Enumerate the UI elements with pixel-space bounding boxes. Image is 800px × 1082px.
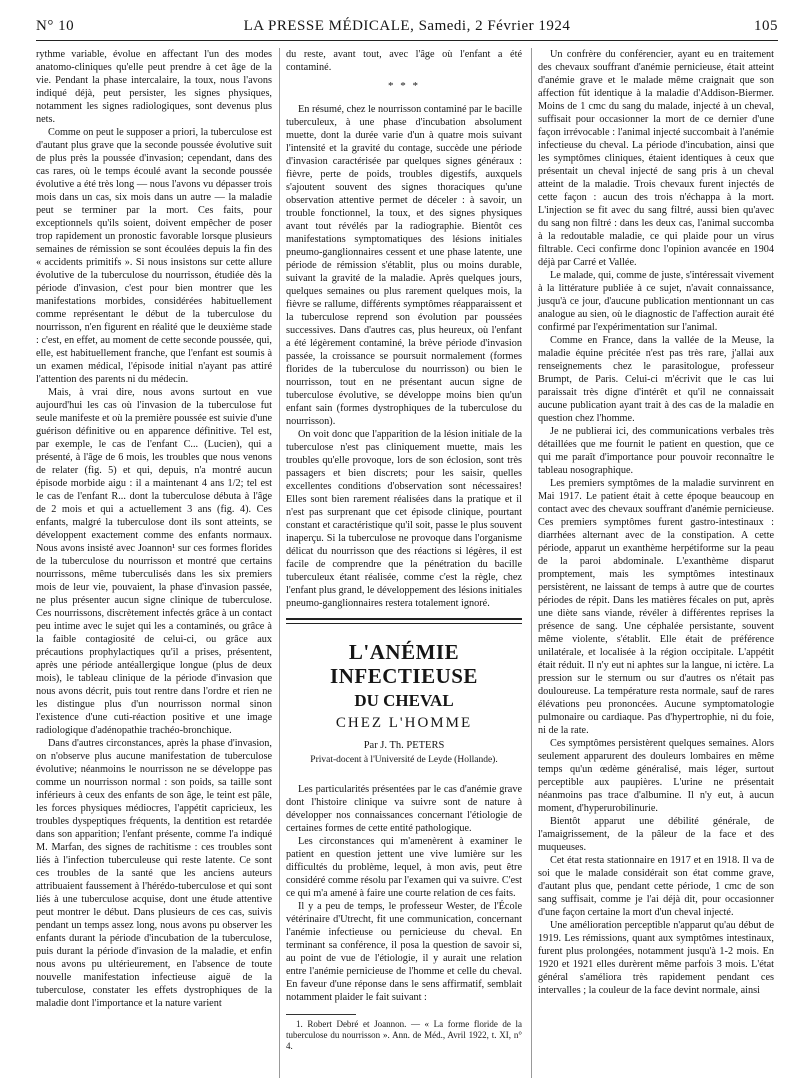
paragraph: rythme variable, évolue en affectant l'un des modes anatomo-cliniques qu'elle peut prendre à cet âge de la vie. Pendant la phase intercalaire, la toux, nous l'avons indiqué déjà, peut persister, les signes physiques, notamment les signes radiologiques, sont devenus plus nets. (36, 49, 272, 125)
running-header (36, 18, 778, 40)
column-divider (279, 48, 280, 1078)
header-rule (36, 40, 778, 41)
paragraph: Comme on peut le supposer a priori, la tuberculose est d'autant plus grave que la seconde poussée évolutive suit de plus près la poussée d'invasion; cependant, dans des cas rares, où le temps écoulé avant la seconde poussée évolutive a été très long — nous l'avons vu dépasser trois mois dans un cas, six mois dans un autre — la maladie peut se terminer par la mort. Ces faits, pour exceptionnels qu'ils soient, doivent empêcher de poser trop rapidement un pronostic favorable lorsque plusieurs semaines de rémission se sont écoulées depuis la fin des « accidents primitifs ». Si nous insistons sur cette allure évolutive de la tuberculose du nourrisson, étudiée dès la période d'invasion, c'est pour bien montrer que les manifestations morbides, considérées habituellement comme représentant le début de la tuberculose du nourrisson, n'en figurent en réalité que le deuxième stade : c'est, en effet, au moment de cette seconde poussée, qui, elle, est habituellement franche, que l'enfant est soumis à un examen médical, l'épisode initial n'ayant pas attiré l'attention des parents ni du médecin. (36, 127, 272, 385)
paragraph: Il y a peu de temps, le professeur Wester, de l'École vétérinaire d'Utrecht, fit une communication, concernant l'anémie infectieuse ou pernicieuse du cheval. En terminant sa conférence, il posa la question de savoir si, au point de vue de l'étiologie, il y aurait une relation entre l'anémie pernicieuse de l'homme et celle du cheval. En faveur d'une réponse dans le sens affirmatif, semblait notamment plaider le fait suivant : (286, 901, 522, 1003)
paragraph: du reste, avant tout, avec l'âge où l'enfant a été contaminé. (286, 49, 522, 73)
paragraph: Une amélioration perceptible n'apparut qu'au début de 1919. Les rémissions, quant aux symptômes intestinaux, furent plus prolongées, notamment jusqu'à 1-2 mois. En 1920 et 1921 elles durèrent même parfois 3 mois. L'état général s'améliora très rapidement pendant ces intervalles ; la couleur de la face devint normale, ainsi (538, 920, 774, 996)
article-subtitle: DU CHEVAL (354, 691, 454, 710)
paragraph: Je ne publierai ici, des communications verbales très détaillées que me fournit le patient en question, que ce qui me paraît d'importance pour pouvoir reconnaître le tableau nosographique. (538, 426, 774, 476)
article-title: L'ANÉMIE INFECTIEUSE (330, 640, 478, 688)
paragraph: On voit donc que l'apparition de la lésion initiale de la tuberculose n'est pas cliniquement muette, mais les troubles qu'elle provoque, lors de son éclosion, sont très passagers et bien discrets; pour les saisir, quelles excellentes conditions d'observation sont nécessaires! Elles sont bien rarement réalisées dans la pratique et il n'est pas surprenant que cet épisode clinique, pourtant constant et caractéristique qu'il soit, passe le plus souvent inaperçu. Si la tuberculose ne provoque dans l'organisme délicat du nourrisson que des réactions si légères, il est facile de comprendre que la pénétration du bacille tuberculeux étant réalisée, comme c'est la règle, chez l'enfant plus grand, le développement des lésions initiales pneumo-ganglionnaires restera totalement ignoré. (286, 429, 522, 609)
column-divider (531, 48, 532, 1078)
column-2 (286, 48, 522, 1052)
paragraph: Le malade, qui, comme de juste, s'intéressait vivement à la littérature publiée à ce sujet, n'avait connaissance, jusqu'à ce jour, d'aucune publication mentionnant un cas analogue au sien, où le diagnostic de l'affection aurait été confirmé par l'expérimentation sur l'animal. (538, 270, 774, 333)
footnote: 1. Robert Debré et Joannon. — « La forme floride de la tuberculose du nourrisson ». Ann. de Méd., Avril 1922, t. XI, n° 4. (286, 1019, 522, 1051)
paragraph: Dans d'autres circonstances, après la phase d'invasion, on n'observe plus aucune manifestation de tuberculose évolutive; néanmoins le nourrisson ne se développe pas comme un nourrisson normal : son poids, sa taille sont inférieurs à ceux des enfants de son âge, le teint est pâle, les forces physiques médiocres, l'appétit capricieux, les troubles dyspeptiques fréquents, la dentition est retardée dans son apparition; l'enfant présente, comme l'a indiqué M. Marfan, des signes de rachitisme : ces troubles sont liés à l'infection tuberculeuse qui reste latente. Ce sont ces troubles de la santé que les anciens auteurs attribuaient faussement à l'hérédo-tuberculose et qui sont liés à une tuberculose acquise, dont une étude attentive peut montrer le début. Dans plusieurs de ces cas, suivis pendant un temps assez long, nous avons pu observer les enfants durant la période d'incubation de la tuberculose, puis durant la période d'invasion de la maladie, et enfin nous avons pu ultérieurement, en l'absence de toute nouvelle manifestation infectieuse aiguë de la tuberculose, constater les effets dystrophiques de la maladie dont l'importance et la nature varient (36, 738, 272, 1009)
paragraph: Cet état resta stationnaire en 1917 et en 1918. Il va de soi que le malade considérait son état comme grave, d'autant plus que, pendant cette période, 1 cmc de son sang suffisait, comme je l'ai déjà dit, pour occasionner d'une façon certaine la mort d'un cheval injecté. (538, 855, 774, 918)
footnote-rule (286, 1014, 356, 1015)
paragraph: Un confrère du conférencier, ayant eu en traitement des chevaux souffrant d'anémie pernicieuse, était atteint d'anémie grave et le malade même craignait que son affection fût identique à la maladie d'Addison-Biermer. Moins de 1 cmc du sang du malade, injecté à un cheval, suffisait pour occasionner la mort de ce dernier d'une façon irrévocable : l'animal injecté succombait à l'anémie infectieuse du cheval. La période d'incubation, ainsi que les symptômes cliniques, étaient identiques à ceux que présentait un cheval injecté de sang pris à un cheval atteint de la maladie. Trois chevaux furent injectés de cette façon : aucun des trois n'échappa à la mort. L'injection se fit avec du sang filtré, aussi bien qu'avec du sang non filtré : dans les deux cas, l'animal succomba à la redoutable maladie, ce qui plaide pour un virus filtrable. Ceci confirme donc l'opinion avancée en 1904 déjà par Carré et Vallée. (538, 49, 774, 268)
journal-title: LA PRESSE MÉDICALE, Samedi, 2 Février 1924 (243, 18, 571, 34)
article-author: Par J. Th. PETERS (363, 740, 445, 751)
paragraph: Comme en France, dans la vallée de la Meuse, la maladie équine précitée n'est pas très rare, j'allai aux renseignements chez le parasitologue, professeur Brumpt, de Paris. Celui-ci m'écrivit que le cas lui paraissait très digne d'intérêt et qu'il ne connaissait aucune publication ayant trait à des cas de la maladie en question chez l'homme. (538, 335, 774, 424)
paragraph: Les premiers symptômes de la maladie survinrent en Mai 1917. Le patient était à cette époque beaucoup en contact avec des chevaux souffrant d'anémie pernicieuse. Ces premiers symptômes furent gastro-intestinaux : diarrhées alternant avec de la constipation. A cette période, apparut un exanthème herpétiforme sur la peau de la paroi abdominale. L'exanthème disparut promptement, mais les symptômes intestinaux persistèrent, ne laissant de temps à autre que de courtes périodes de répit. Dans les matières fécales on put, après une diète sans viande, révéler à différentes reprises la présence de sang. Une céphalée persistante, souvent même violente, s'établit. Elle était de préférence unilatérale, et localisée à la région occipitale. L'appétit était réduit. Il n'y eut ni aphtes sur la langue, ni ictère. La pression sur le sternum ou sur d'autres os n'était pas douloureuse. La température resta normale, sauf de rares élévations peu prononcées. Aucune symptomatologie pulmonaire ou cardiaque. Pas d'hypertrophie, ni du foie, ni de la rate. (538, 478, 774, 736)
issue-number: N° 10 (36, 18, 75, 34)
paragraph: En résumé, chez le nourrisson contaminé par le bacille tuberculeux, à une phase d'incubation absolument muette, dont la durée varie d'un à quatre mois suivant l'intensité et la gravité du contage, succède une période d'invasion caractérisée par quelques signes généraux : fièvre, perte de poids, troubles digestifs, auxquels s'ajoutent souvent des signes thoraciques qu'une observation attentive permet de déceler : à savoir, un trouble fonctionnel, la toux, et des signes physiques avant tout révélés par la radiographie. Bientôt ces manifestations symptomatiques des lésions initiales pneumo-ganglionnaires cessent et une phase latente, une période de rémission s'établit, plus ou moins durable, suivant la gravité de la maladie. Après quelques jours, quelques semaines ou plus rarement quelques mois, la fièvre se rallume, différents symptômes réapparaissent et la tuberculose reprend son évolution par poussées successives. Dans d'autres cas, plus heureux, où l'enfant a été légèrement contaminé, la brève période d'invasion passée, la croissance se poursuit normalement (formes florides de la tuberculose du nourrisson) ou bien le nourrisson, tout en ne présentant aucun signe de tuberculose évolutive, se développe moins bien qu'un enfant sain (formes dystrophiques de la tuberculose du nourrisson). (286, 104, 522, 427)
paragraph: Les particularités présentées par le cas d'anémie grave dont l'histoire clinique va suivre sont de nature à développer nos connaissances concernant l'étiologie de certaines formes de cette entité pathologique. (286, 784, 522, 834)
article-subtitle-2: CHEZ L'HOMME (335, 715, 473, 731)
author-affiliation: Privat-docent à l'Université de Leyde (Hollande). (310, 755, 498, 765)
paragraph: Ces symptômes persistèrent quelques semaines. Alors seulement apparurent des douleurs lombaires en même temps qu'un œdème généralisé, mais léger, surtout perceptible aux paupières. L'urine ne présentait néanmoins pas trace d'albumine. Il n'y eut, à aucun moment, d'hyperurobilinurie. (538, 738, 774, 814)
section-separator: * * * (388, 80, 420, 92)
column-1 (36, 48, 272, 1010)
paragraph: Mais, à vrai dire, nous avons surtout en vue aujourd'hui les cas où l'invasion de la tuberculose fut seule manifeste et où la première poussée est suivie d'une guérison définitive ou en apparence définitive. Tel est, par exemple, le cas de l'enfant C... (Lucien), qui a présenté, à l'âge de 6 mois, les troubles que nous venons de relater (fig. 5) et qui, depuis, n'a montré aucun épisode morbide aigu : il a maintenant 4 ans 1/2; tel est le cas de l'enfant R... dont la tuberculose débuta à l'âge de 2 mois et qui a actuellement 3 ans (fig. 4). Ces enfants, malgré la tuberculose dont ils sont atteints, se développent exactement comme des enfants normaux. Nous avons insisté avec Joannon¹ sur ces formes florides de la tuberculose du nourrisson et montré que certains nourrissons, même tuberculisés dans les six premiers mois de leur vie, pouvaient, la phase d'invasion passée, ne plus présenter aucun signe clinique de tuberculose. Ces nourrissons, discrètement infectés grâce à un contact peu intime avec le sujet qui les a contaminés, ou grâce à la faible contagiosité de celui-ci, ou grâce aux précautions prophylactiques qu'il a prises, présentent, après une période antéallergique longue (plus de deux mois), le tableau clinique de la période d'invasion que nous avons décrit, puis tout rentre dans l'ordre et rien ne les distingue plus d'un nourrisson normal sinon l'existence d'une cuti-réaction positive et une image radiologique d'adénopathie trachéo-bronchique. (36, 387, 272, 736)
page-number: 105 (754, 18, 778, 34)
column-3 (538, 48, 774, 997)
paragraph: Bientôt apparut une débilité générale, de l'amaigrissement, de la pâleur de la face et des muqueuses. (538, 816, 774, 853)
article-rule (286, 618, 522, 624)
paragraph: Les circonstances qui m'amenèrent à examiner le patient en question jettent une vive lumière sur les difficultés du problème, lequel, à mon avis, peut être considéré comme résolu par l'examen qui va suivre. C'est ce qui m'a amené à faire une courte relation de ces faits. (286, 836, 522, 899)
